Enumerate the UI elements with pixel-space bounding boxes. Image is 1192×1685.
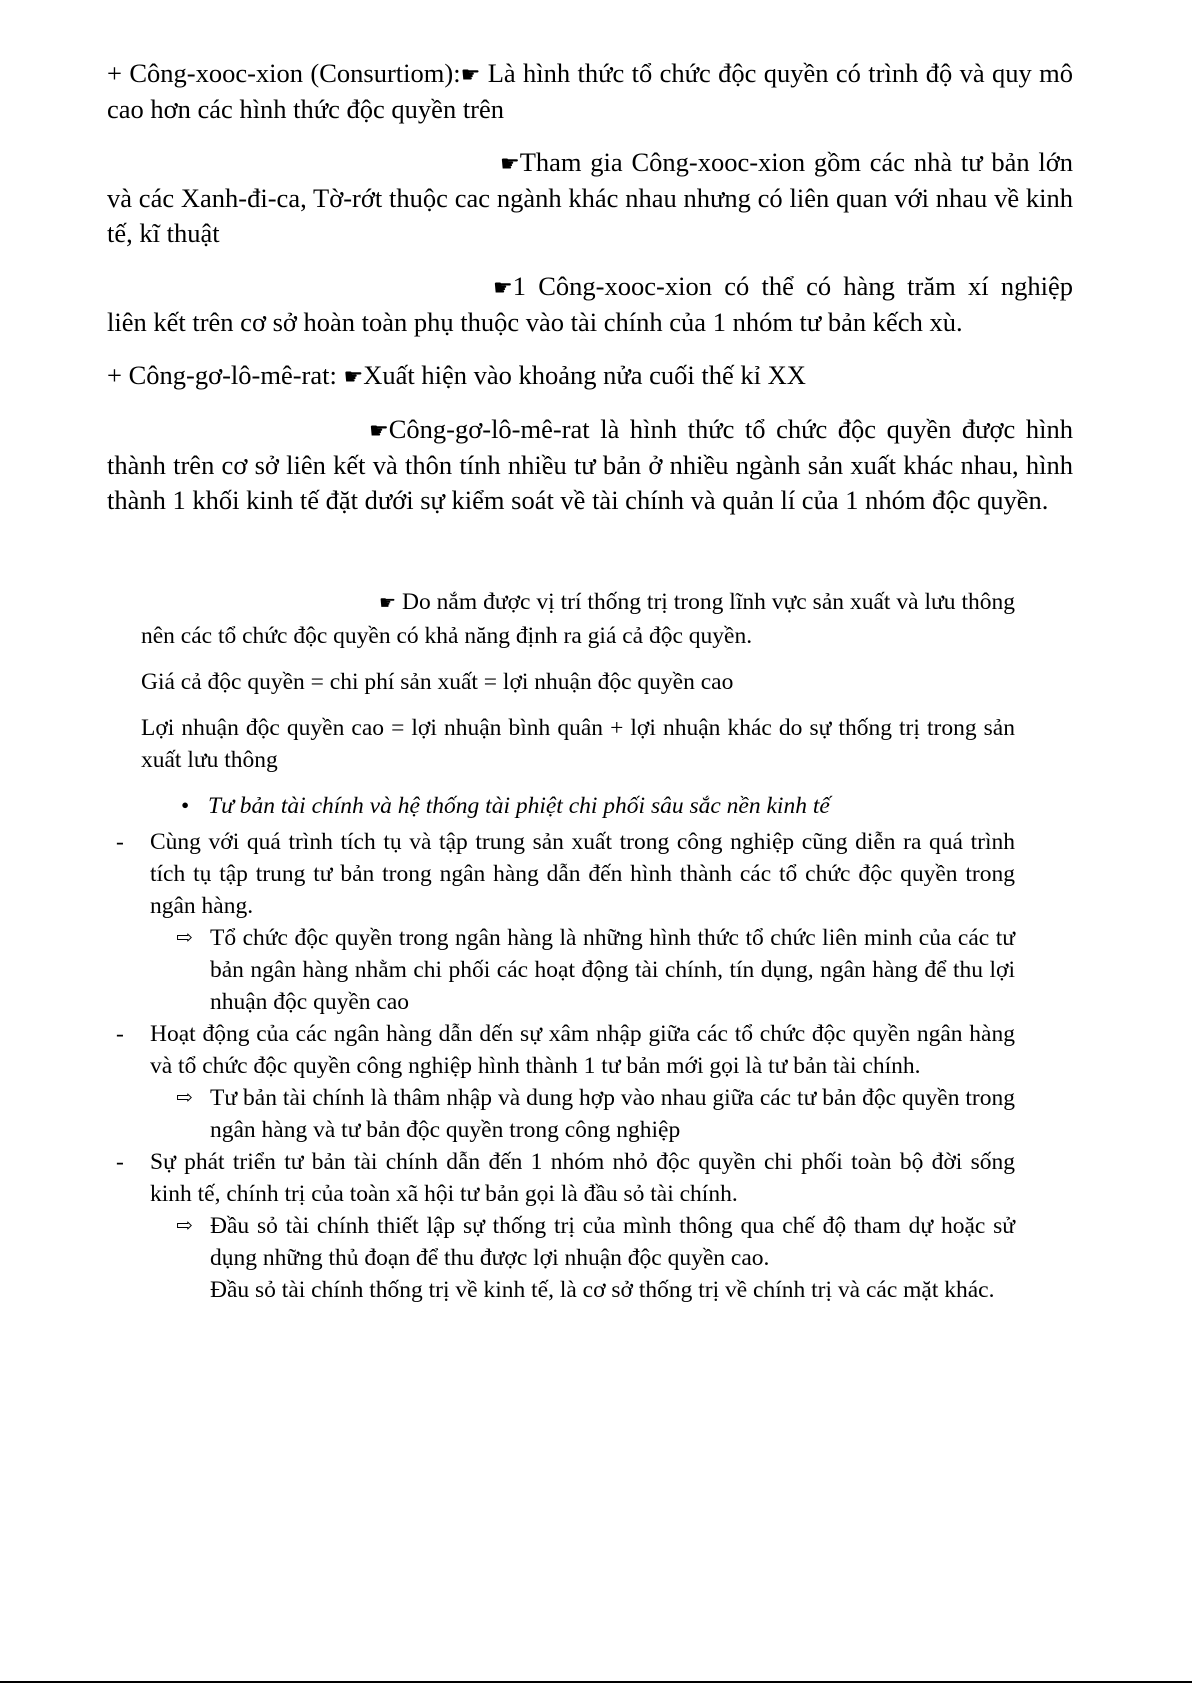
monopoly-price-text: Do nắm được vị trí thống trị trong lĩnh vực sản xuất và lưu thông nên các tổ chức độc quyền có khả năng định ra giá cả độc quyền.: [141, 589, 1015, 649]
pointing-hand-icon: ☛: [369, 418, 389, 443]
conglomerate-point-2: Công-gơ-lô-mê-rat là hình thức tổ chức độc quyền được hình thành trên cơ sở liên kết và thôn tính nhiều tư bản ở nhiều ngành sản xuất khác nhau, hình thành 1 khối kinh tế đặt dưới sự kiểm soát về tài chính và quản lí của 1 nhóm độc quyền.: [107, 414, 1073, 515]
sub-list-item: [141, 1082, 1015, 1146]
sub-list-item-text: Đầu sỏ tài chính thiết lập sự thống trị của mình thông qua chế độ tham dự hoặc sử dụng những thủ đoạn để thu được lợi nhuận độc quyền cao.: [210, 1213, 1015, 1271]
section-heading-text: Tư bản tài chính và hệ thống tài phiệt chi phối sâu sắc nền kinh tế: [208, 793, 830, 819]
price-formula: Giá cả độc quyền = chi phí sản xuất = lợi nhuận độc quyền cao: [141, 669, 734, 695]
list-item: [116, 1146, 1015, 1210]
arrow-right-icon: ⇨: [176, 1087, 193, 1109]
conglomerate-definition-paragraph: [107, 412, 1073, 518]
pointing-hand-icon: ☛: [379, 593, 397, 614]
list-item: [116, 1018, 1015, 1082]
pointing-hand-icon: ☛: [343, 364, 364, 389]
footer-rule: [0, 1681, 1192, 1683]
dash-marker: -: [116, 1149, 124, 1175]
profit-formula: Lợi nhuận độc quyền cao = lợi nhuận bình quân + lợi nhuận khác do sự thống trị trong sản xuất lưu thông: [141, 715, 1015, 773]
consortium-point-1: Là hình thức tổ chức độc quyền có trình độ và quy mô cao hơn các hình thức độc quyền trên: [107, 58, 1074, 124]
conglomerate-paragraph: [107, 358, 1073, 394]
conglomerate-point-1: Xuất hiện vào khoảng nửa cuối thế kỉ XX: [363, 360, 806, 390]
consortium-point-3: 1 Công-xooc-xion có thể có hàng trăm xí nghiệp liên kết trên cơ sở hoàn toàn phụ thuộc vào tài chính của 1 nhóm tư bản kếch xù.: [107, 271, 1073, 337]
arrow-right-icon: ⇨: [176, 927, 193, 949]
pointing-hand-icon: ☛: [500, 151, 520, 176]
finance-capital-section: [116, 586, 1015, 1306]
section-heading: [141, 790, 1015, 822]
sub-list-item: [141, 1210, 1015, 1274]
bullet-icon: •: [181, 793, 190, 819]
sub-list-continuation: Đầu sỏ tài chính thống trị về kinh tế, là cơ sở thống trị về chính trị và các mặt khác.: [210, 1277, 995, 1303]
sub-list-item-text: Tư bản tài chính là thâm nhập và dung hợp vào nhau giữa các tư bản độc quyền trong ngân hàng và tư bản độc quyền trong công nghiệp: [210, 1085, 1015, 1143]
monopoly-price-paragraph: [141, 586, 1015, 652]
sub-list-item: [141, 922, 1015, 1018]
consortium-point-2: Tham gia Công-xooc-xion gồm các nhà tư bản lớn và các Xanh-đi-ca, Tờ-rớt thuộc cac ngành khác nhau nhưng có liên quan với nhau về kinh tế, kĩ thuật: [107, 147, 1073, 248]
dash-marker: -: [116, 829, 124, 855]
sub-list-item-text: Tổ chức độc quyền trong ngân hàng là những hình thức tổ chức liên minh của các tư bản ngân hàng nhằm chi phối các hoạt động tài chính, tín dụng, ngân hàng để thu lợi nhuận độc quyền cao: [210, 925, 1015, 1015]
consortium-members-paragraph: [107, 145, 1073, 251]
consortium-scale-paragraph: [107, 269, 1073, 340]
arrow-right-icon: ⇨: [176, 1215, 193, 1237]
list-item-text: Sự phát triển tư bản tài chính dẫn đến 1 nhóm nhỏ độc quyền chi phối toàn bộ đời sống kinh tế, chính trị của toàn xã hội tư bản gọi là đầu sỏ tài chính.: [150, 1149, 1015, 1207]
pointing-hand-icon: ☛: [460, 62, 481, 87]
list-item: [116, 826, 1015, 922]
consortium-intro: + Công-xooc-xion (Consurtiom):: [107, 58, 461, 88]
conglomerate-intro: + Công-gơ-lô-mê-rat:: [107, 360, 344, 390]
monopoly-forms-section: [107, 56, 1073, 536]
list-item-text: Cùng với quá trình tích tụ và tập trung sản xuất trong công nghiệp cũng diễn ra quá trình tích tụ tập trung tư bản trong ngân hàng dẫn đến hình thành các tổ chức độc quyền trong ngân hàng.: [150, 829, 1015, 919]
dash-marker: -: [116, 1021, 124, 1047]
consortium-paragraph: [107, 56, 1073, 127]
pointing-hand-icon: ☛: [493, 275, 513, 300]
list-item-text: Hoạt động của các ngân hàng dẫn dến sự xâm nhập giữa các tổ chức độc quyền ngân hàng và tổ chức độc quyền công nghiệp hình thành 1 tư bản mới gọi là tư bản tài chính.: [150, 1021, 1015, 1079]
